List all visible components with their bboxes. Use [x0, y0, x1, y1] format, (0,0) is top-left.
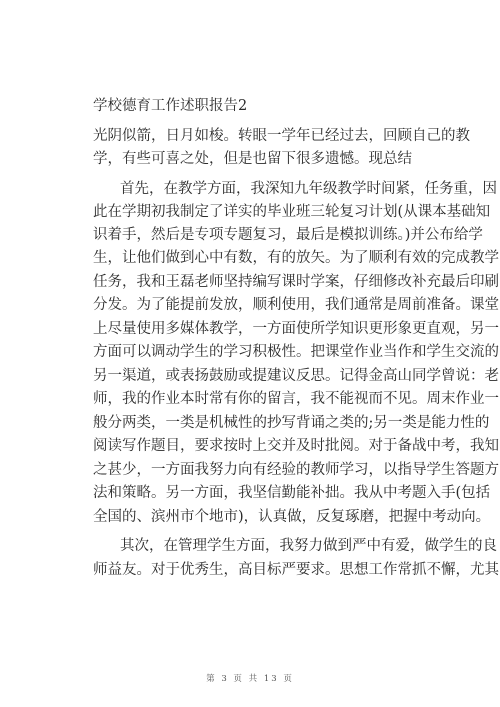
paragraph-line: 阅读写作题目，要求按时上交并及时批阅。对于备战中考，我知 [93, 438, 499, 454]
paragraph-line: 光阴似箭，日月如梭。转眼一学年已经过去，回顾自己的教 [93, 128, 470, 144]
paragraph-line: 识着手，然后是专项专题复习，最后是模拟训练。)并公布给学 [93, 227, 483, 243]
paragraph-line: 师，我的作业本时常有你的留言，我不能视而不见。周末作业一 [93, 391, 499, 407]
paragraph-line: 方面可以调动学生的学习积极性。把课堂作业当作和学生交流的 [93, 344, 499, 360]
paragraph-line: 师益友。对于优秀生，高目标严要求。思想工作常抓不懈，尤其 [93, 562, 499, 578]
document-title: 学校德育工作述职报告2 [93, 98, 248, 114]
paragraph-line: 生，让他们做到心中有数，有的放矢。为了顺利有效的完成教学 [93, 250, 499, 266]
paragraph-line: 其次，在管理学生方面，我努力做到严中有爱，做学生的良 [120, 538, 497, 554]
page-number-footer: 第 3 页 共 13 页 [206, 674, 294, 684]
paragraph-line: 般分两类，一类是机械性的抄写背诵之类的;另一类是能力性的 [93, 415, 490, 431]
paragraph-line: 任务，我和王磊老师坚持编写课时学案，仔细修改补充最后印刷 [93, 274, 499, 290]
paragraph-line: 分发。为了能提前发放，顺利使用，我们通常是周前准备。课堂 [93, 297, 499, 313]
paragraph-line: 首先，在教学方面，我深知九年级教学时间紧，任务重，因 [120, 181, 497, 197]
paragraph-line: 法和策略。另一方面，我坚信勤能补拙。我从中考题入手(包括 [93, 485, 491, 501]
paragraph-line: 学，有些可喜之处，但是也留下很多遗憾。现总结 [93, 151, 412, 167]
paragraph-line: 此在学期初我制定了详实的毕业班三轮复习计划(从课本基础知 [93, 204, 491, 220]
paragraph-line: 另一渠道，或表扬鼓励或提建议反思。记得金高山同学曾说：老 [93, 368, 499, 384]
paragraph-line: 全国的、滨州市个地市)，认真做，反复琢磨，把握中考动向。 [93, 509, 491, 525]
paragraph-line: 上尽量使用多媒体教学，一方面使所学知识更形象更直观，另一 [93, 321, 499, 337]
paragraph-line: 之甚少，一方面我努力向有经验的教师学习，以指导学生答题方 [93, 462, 499, 478]
